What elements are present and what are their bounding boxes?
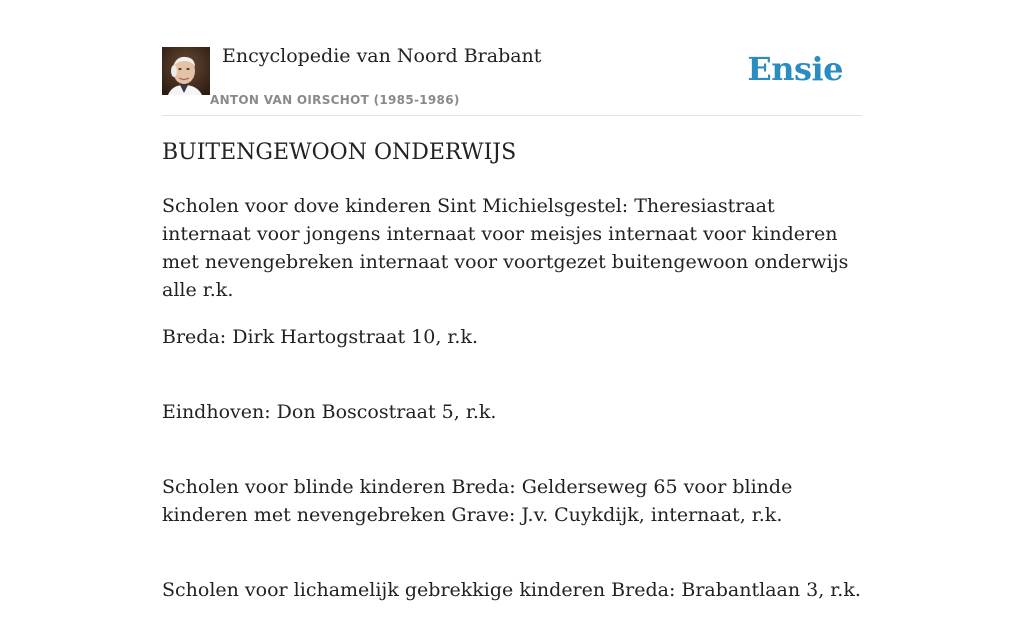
article-paragraph: Scholen voor blinde kinderen Breda: Gelderseweg 65 voor blinde kinderen met nevengebreken Grave: J.v. Cuykdijk, internaat, r.k.	[162, 476, 793, 526]
article-paragraph: Breda: Dirk Hartogstraat 10, r.k.	[162, 326, 479, 348]
article-paragraph: Scholen voor lichamelijk gebrekkige kinderen Breda: Brabantlaan 3, r.k.	[162, 579, 861, 601]
page	[162, 0, 862, 601]
article-paragraph: Eindhoven: Don Boscostraat 5, r.k.	[162, 401, 497, 423]
author-avatar[interactable]	[162, 47, 210, 95]
author-name: ANTON VAN OIRSCHOT (1985-1986)	[210, 93, 460, 107]
ensie-logo-link[interactable]: Ensie	[747, 50, 843, 88]
book-title-link[interactable]: Encyclopedie van Noord Brabant	[222, 45, 542, 67]
article-body	[162, 192, 862, 623]
article-paragraph: Scholen voor dove kinderen Sint Michielsgestel: Theresiastraat internaat voor jongens internaat voor meisjes internaat voor kinderen met nevengebreken internaat voor voortgezet buitengewoon onderwijs alle r.k.	[162, 195, 849, 301]
header	[162, 0, 862, 116]
author-portrait-icon	[162, 47, 210, 95]
article-title: BUITENGEWOON ONDERWIJS	[162, 140, 517, 165]
